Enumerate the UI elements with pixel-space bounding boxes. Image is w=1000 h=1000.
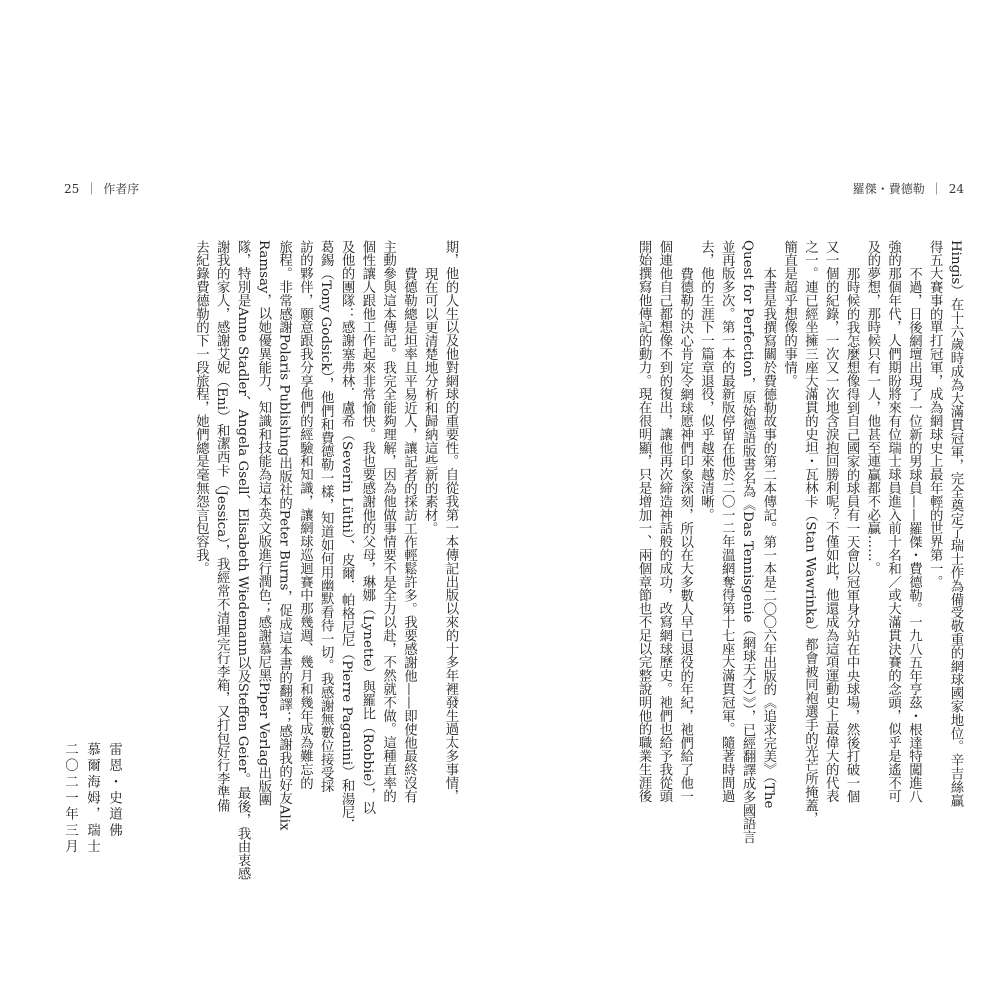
right-header-title: 羅傑・費德勒 xyxy=(852,182,925,196)
text-line: 之一。連已經坐擁三座大滿貫的史坦・瓦林卡（Stan Wawrinka）都會被同袍選手的光芒所掩蓋， xyxy=(802,240,818,826)
right-page xyxy=(500,0,1000,1000)
signature-date: 二〇二一年三月 xyxy=(62,742,78,856)
text-line: 個連他自己都想像不到的復出，讓他再次締造神話般的成功，改寫網球歷史。祂們也給予我從頭 xyxy=(656,240,672,803)
left-page-number: 25 xyxy=(64,182,80,196)
text-line: 及他的團隊：感謝塞弗林．盧希（Severin Lüthi）、皮爾．帕格尼尼（Pierre Paganini）和湯尼． xyxy=(339,240,355,833)
text-line: 旅程。非常感謝Polaris Publishing出版社的Peter Burns，促成這本書的翻譯；感謝我的好友Alix xyxy=(276,240,292,831)
left-page-body xyxy=(190,240,460,881)
signature-location: 慕爾海姆，瑞士 xyxy=(84,742,100,856)
text-line: 個性讓人跟他工作起來非常愉快。我也要感謝他的父母，琳娜（Lynette）與羅比（Robbie），以 xyxy=(359,240,375,815)
text-line: 現在可以更清楚地分析和歸納這些新的素材。 xyxy=(422,266,438,535)
text-line: 強的那個年代，人們期盼將來有位瑞士球員進入前十名和／或大滿貫決賽的念頭，似乎是遙不可 xyxy=(885,240,901,803)
text-line: 費德勒的決心肯定令網球愿神們印象深刻，所以在大多數人早已退役的年紀，祂們給了他一 xyxy=(677,266,693,803)
text-line: 那時候的我怎麼想像得到自己國家的球員有一天會以冠軍身分站在中央球場，然後打破一個 xyxy=(844,266,860,803)
text-line: 簡直是超乎想像的事情。 xyxy=(781,240,797,388)
right-page-header xyxy=(853,180,964,197)
text-line: 費德勒總是坦率且平易近人，讓記者的採訪工作輕鬆許多。我要感謝他——即使他最終沒有 xyxy=(401,266,417,803)
text-line: 謝我的家人，感謝艾妮（Eni）和潔西卡（Jessica），我經常不清理完行李箱，又打包好行李準備 xyxy=(214,240,230,812)
left-header-separator: ｜ xyxy=(85,182,98,196)
text-line: 訪的夥伴，願意跟我分享他們的經驗和知識，讓網球巡迴賽中那幾週、幾月和幾年成為難忘的 xyxy=(297,240,313,790)
author-signature xyxy=(59,742,125,982)
text-line: 隊，特別是Anne Stadler、Angela Gsell、Elisabeth Wiedemann以及Steffen Geier。最後，我由衷感 xyxy=(235,240,251,881)
signature-name: 雷恩・史道佛 xyxy=(106,742,122,840)
text-line: 及的夢想，那時候只有一人，他甚至連贏都不必贏……。 xyxy=(864,240,880,575)
text-line: 主動參與這本傳記。我完全能夠理解，因為他做事情要不是全力以赴，不然就不做。這種直率的 xyxy=(380,240,396,803)
left-header-title: 作者序 xyxy=(103,182,140,196)
text-line: 葛錫（Tony Godsick），他們和費德勒一樣，知道如何用幽默看待一切。我感謝無數位接受採 xyxy=(318,240,334,793)
text-line: 並再版多次。第一本的最新版停留在他於二〇一二年溫網奪得第十七座大滿貫冠軍。隨著時間過 xyxy=(719,240,735,803)
text-line: Quest for Perfection，原始德語版書名為《Das Tennisgenie（網球天才）》），已經翻譯成多國語言 xyxy=(740,240,756,844)
text-line: 去紀錄費德勒的下一段旅程，她們總是毫無怨言包容我。 xyxy=(193,240,209,575)
text-line: 得五大賽事的單打冠軍，成為網球史上最年輕的世界第一。 xyxy=(927,240,943,589)
text-line: 期，他的人生以及他對網球的重要性。自從我第一本傳記出版以來的十多年裡發生過太多事情， xyxy=(443,240,458,803)
text-line: 本書是我撰寫關於費德勒故事的第二本傳記。第一本是二〇〇六年出版的《追求完美》（The xyxy=(760,266,776,809)
text-line: Hingis）在十六歲時成為大滿貫冠軍，完全奠定了瑞士作為備受敬重的網球國家地位。辛吉絲贏 xyxy=(948,240,963,807)
text-line: 不過，日後網壇出現了一位新的男球員——羅傑・費德勒。一九八五年亨茲・根達特闖進八 xyxy=(906,266,922,803)
right-page-number: 24 xyxy=(948,182,964,196)
text-line: 去，他的生涯下一篇章退役，似乎越來越清晰。 xyxy=(698,240,714,522)
text-line: 又一個的紀錄，一次又一次地含淚抱回勝利呢？不僅如此，他還成為這項運動史上最偉大的代表 xyxy=(823,240,839,803)
left-page-header xyxy=(64,180,139,197)
right-page-body xyxy=(632,240,965,844)
text-line: Ramsay，以她優異能力、知識和技能為這本英文版進行潤色；感謝慕尼黑Piper Verlag出版團 xyxy=(255,240,271,807)
right-header-separator: ｜ xyxy=(930,182,943,196)
text-line: 開始撰寫他傳記的動力。現在很明顯，只是增加一、兩個章節也不足以完整說明他的職業生涯後 xyxy=(636,240,652,803)
